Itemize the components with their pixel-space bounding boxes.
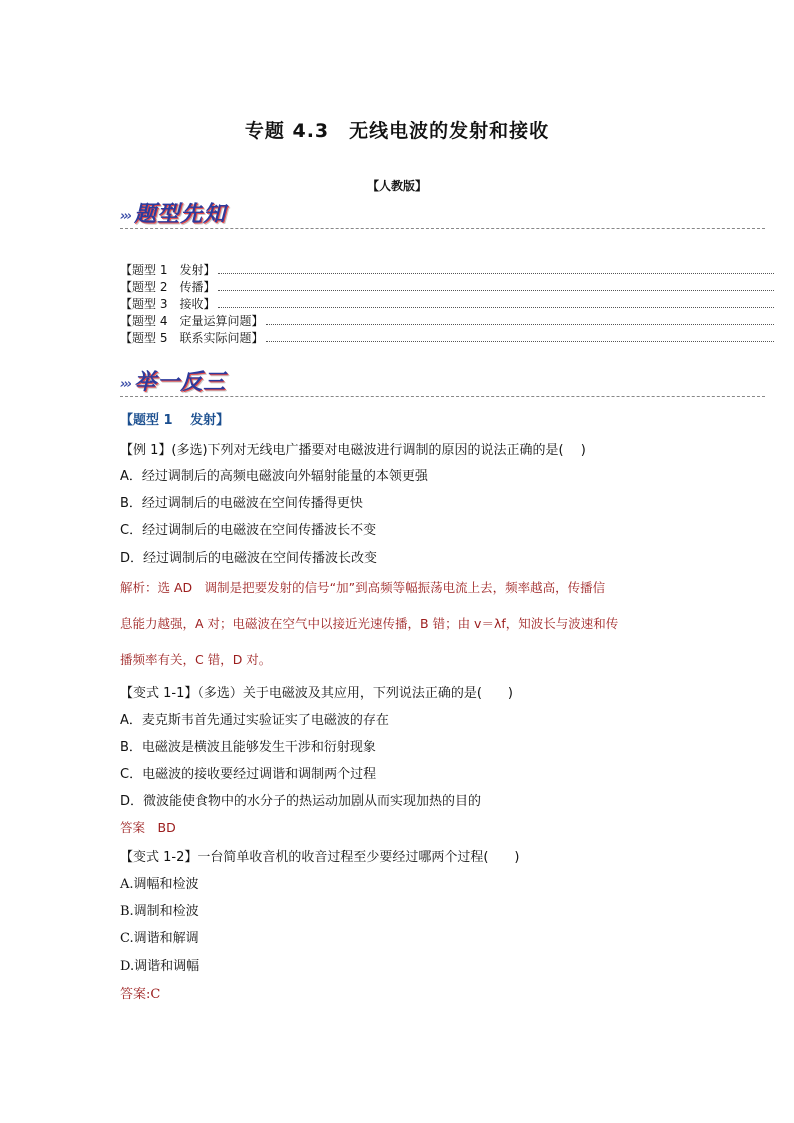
toc-item[interactable] [120, 295, 774, 312]
toc-leader [218, 296, 774, 308]
banner-arrows-icon: ››› [120, 377, 131, 392]
divider [120, 396, 765, 397]
option-c: C．经过调制后的电磁波在空间传播波长不变 [120, 523, 377, 538]
example-stem: 【例 1】(多选)下列对无线电广播要对电磁波进行调制的原因的说法正确的是( ) [120, 443, 586, 458]
option-a: A．麦克斯韦首先通过实验证实了电磁波的存在 [120, 713, 389, 728]
toc-leader [218, 262, 774, 274]
banner-arrows-icon: ››› [120, 209, 131, 224]
banner-overview [120, 198, 226, 228]
toc-item[interactable] [120, 312, 774, 329]
divider [120, 228, 765, 229]
option-c: C.调谐和解调 [120, 931, 199, 946]
edition-label: 【人教版】 [366, 179, 427, 193]
toc-item-label: 【题型 2 传播】 [120, 280, 216, 294]
section-heading: 【题型 1 发射】 [120, 413, 230, 428]
toc-item[interactable] [120, 278, 774, 295]
analysis-line: 息能力越强，A 对；电磁波在空气中以接近光速传播，B 错；由 v＝λf，知波长与波速和传 [120, 616, 619, 631]
option-c: C．电磁波的接收要经过调谐和调制两个过程 [120, 767, 377, 782]
variant-stem: 【变式 1-1】（多选）关于电磁波及其应用，下列说法正确的是( ) [120, 686, 514, 701]
toc-item-label: 【题型 3 接收】 [120, 297, 216, 311]
banner-title: 题型先知 [134, 202, 227, 227]
toc-item[interactable] [120, 329, 774, 346]
option-d: D.调谐和调幅 [120, 959, 200, 974]
banner-practice [120, 366, 226, 396]
toc-leader [266, 313, 774, 325]
table-of-contents [120, 261, 774, 346]
option-b: B.调制和检波 [120, 904, 199, 919]
option-a: A.调幅和检波 [120, 877, 199, 892]
option-b: B．电磁波是横波且能够发生干涉和衍射现象 [120, 740, 376, 755]
answer: 答案 BD [120, 820, 176, 835]
toc-item[interactable] [120, 261, 774, 278]
banner-title: 举一反三 [134, 370, 227, 395]
toc-item-label: 【题型 5 联系实际问题】 [120, 331, 264, 345]
toc-leader [266, 330, 774, 342]
document-title: 专题 4.3 无线电波的发射和接收 [244, 120, 550, 142]
toc-leader [218, 279, 774, 291]
variant-stem: 【变式 1-2】一台简单收音机的收音过程至少要经过哪两个过程( ) [120, 850, 520, 865]
option-a: A．经过调制后的高频电磁波向外辐射能量的本领更强 [120, 469, 428, 484]
analysis-line: 播频率有关，C 错，D 对。 [120, 652, 272, 667]
option-b: B．经过调制后的电磁波在空间传播得更快 [120, 496, 363, 511]
toc-item-label: 【题型 4 定量运算问题】 [120, 314, 264, 328]
answer: 答案:C [120, 987, 161, 1002]
analysis-line: 解析：选 AD 调制是把要发射的信号“加”到高频等幅振荡电流上去，频率越高，传播信 [120, 580, 606, 595]
toc-item-label: 【题型 1 发射】 [120, 263, 216, 277]
option-d: D．经过调制后的电磁波在空间传播波长改变 [120, 551, 378, 566]
option-d: D．微波能使食物中的水分子的热运动加剧从而实现加热的目的 [120, 794, 482, 809]
